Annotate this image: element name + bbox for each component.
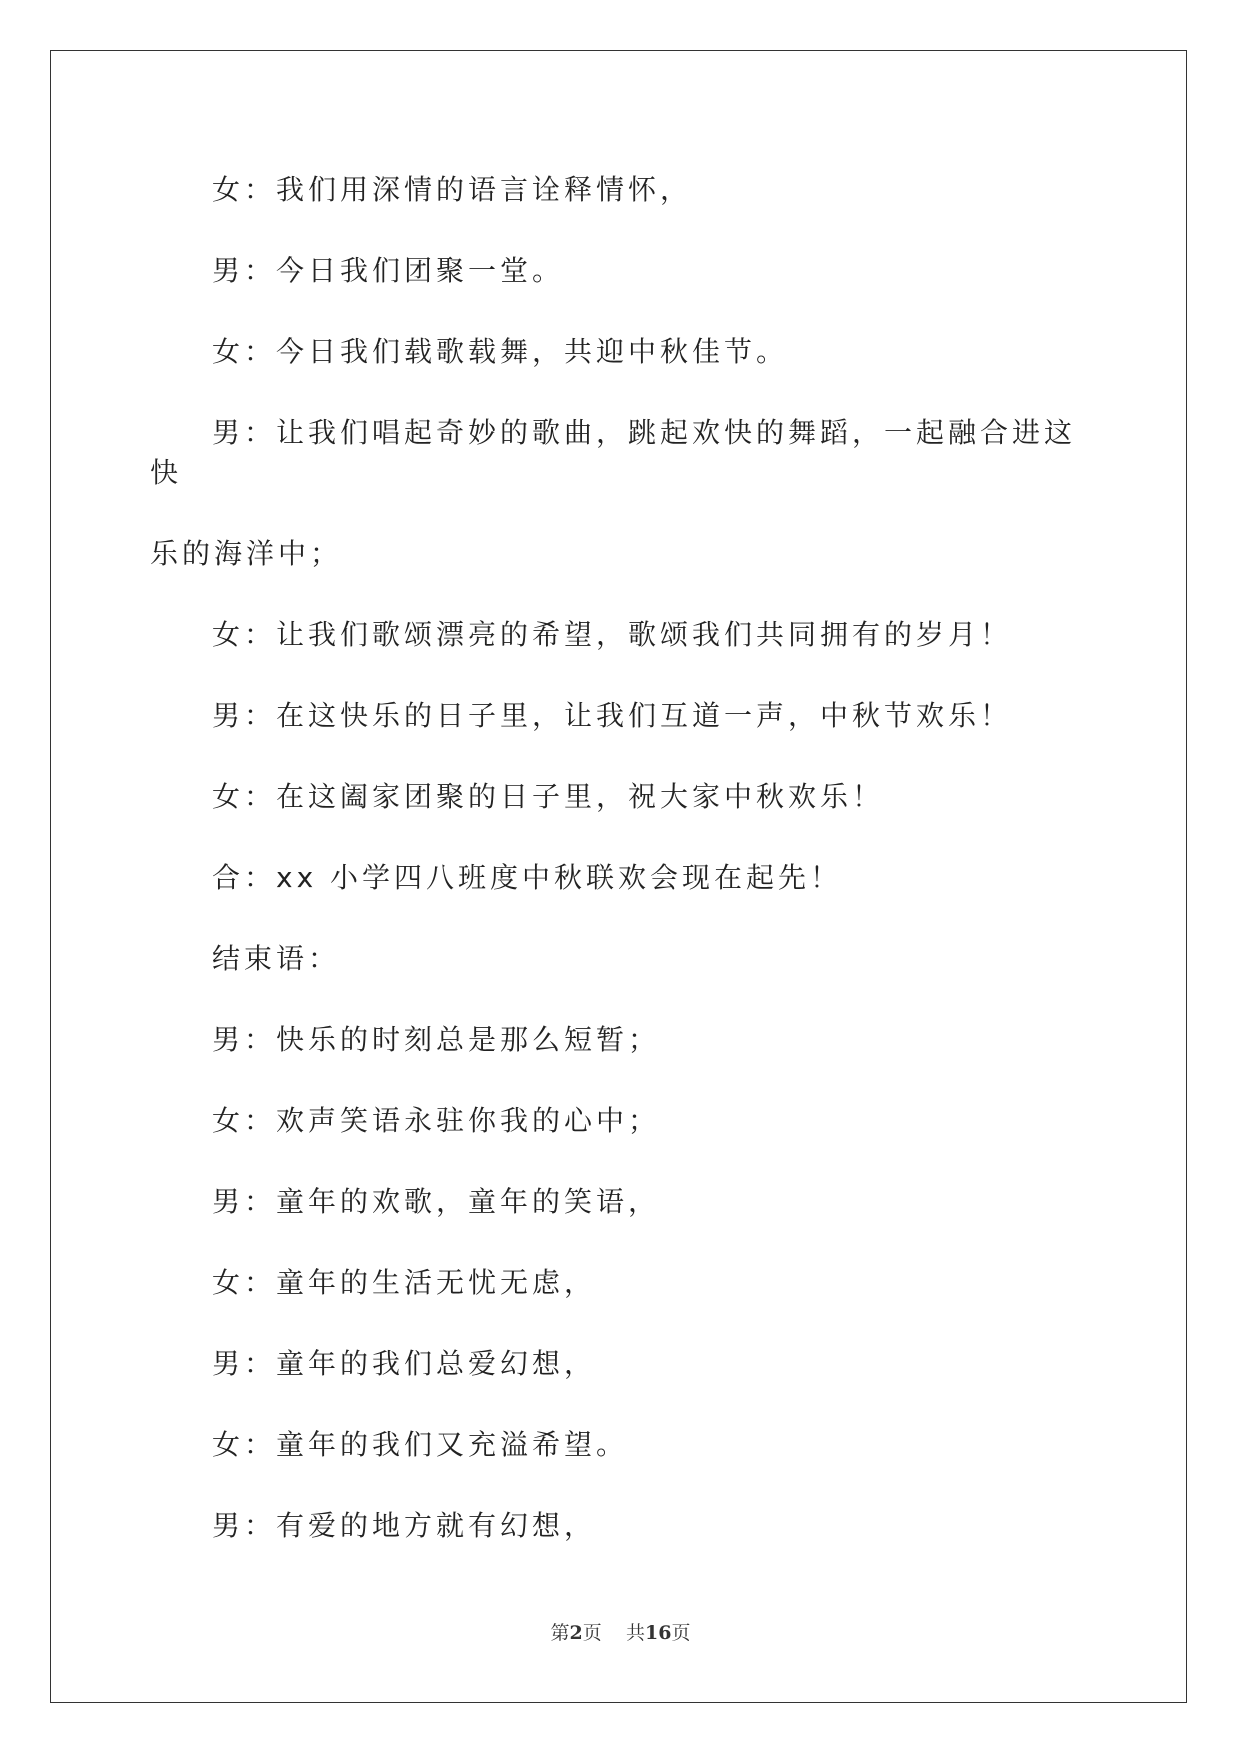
paragraph-text: 男：童年的我们总爱幻想， [212,1347,597,1380]
paragraph-8 [150,858,1100,898]
page-footer [0,1618,1241,1645]
paragraph-text-line2: 乐的海洋中； [150,537,343,570]
paragraph-7 [150,777,1100,817]
paragraph-6 [150,696,1100,736]
section-heading-closing [150,939,1100,979]
paragraph-4 [150,413,1100,574]
total-pages-number: 16 [644,1622,672,1644]
footer-prefix: 第 [550,1622,570,1644]
paragraph-2 [150,251,1100,291]
paragraph-text: 男：快乐的时刻总是那么短暂； [212,1023,661,1056]
paragraph-16 [150,1506,1100,1546]
paragraph-11 [150,1101,1100,1141]
document-body [150,170,1100,1587]
footer-page-suffix: 页 [582,1622,602,1644]
paragraph-text: 女：童年的我们又充溢希望。 [212,1428,629,1461]
paragraph-13 [150,1263,1100,1303]
current-page-number: 2 [569,1622,583,1644]
paragraph-text: 男：在这快乐的日子里，让我们互道一声，中秋节欢乐！ [212,699,1013,732]
paragraph-text: 女：童年的生活无忧无虑， [212,1266,597,1299]
paragraph-text: 合：xx 小学四八班度中秋联欢会现在起先！ [212,861,843,894]
paragraph-text: 女：今日我们载歌载舞，共迎中秋佳节。 [212,335,789,368]
paragraph-text: 女：欢声笑语永驻你我的心中； [212,1104,661,1137]
paragraph-text: 男：童年的欢歌，童年的笑语， [212,1185,661,1218]
paragraph-text: 女：让我们歌颂漂亮的希望，歌颂我们共同拥有的岁月！ [212,618,1013,651]
paragraph-text-line1: 男：让我们唱起奇妙的歌曲，跳起欢快的舞蹈，一起融合进这快 [150,416,1077,489]
paragraph-text: 女：在这阖家团聚的日子里，祝大家中秋欢乐！ [212,780,885,813]
paragraph-12 [150,1182,1100,1222]
footer-total-suffix: 页 [671,1622,691,1644]
paragraph-15 [150,1425,1100,1465]
paragraph-text: 结束语： [212,942,341,975]
paragraph-14 [150,1344,1100,1384]
paragraph-10 [150,1020,1100,1060]
paragraph-3 [150,332,1100,372]
paragraph-text: 女：我们用深情的语言诠释情怀， [212,173,693,206]
footer-total-prefix: 共 [625,1622,645,1644]
paragraph-1 [150,170,1100,210]
paragraph-5 [150,615,1100,655]
paragraph-text: 男：今日我们团聚一堂。 [212,254,565,287]
paragraph-text: 男：有爱的地方就有幻想， [212,1509,597,1542]
